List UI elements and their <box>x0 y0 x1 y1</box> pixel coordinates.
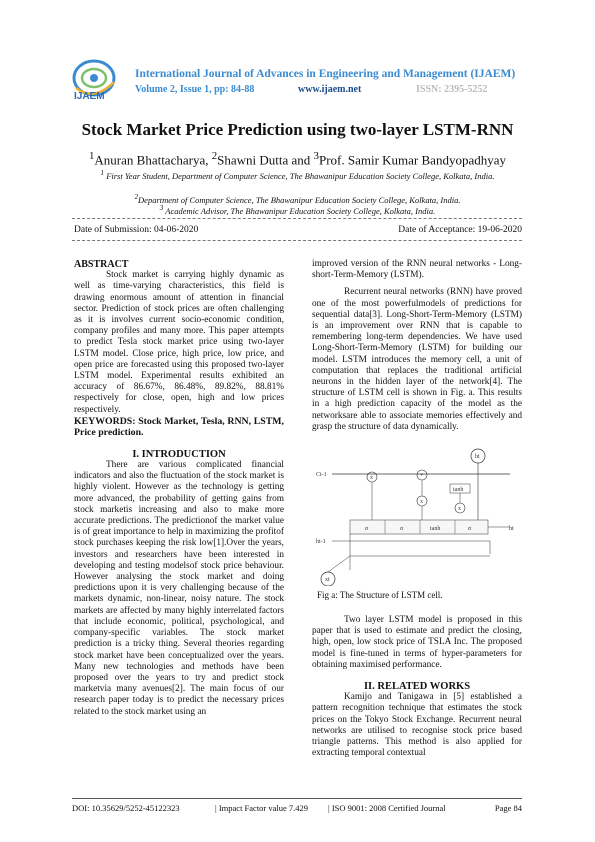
affiliation-3-text: Academic Advisor, The Bhawanipur Education Society College, Kolkata, India. <box>165 205 436 216</box>
divider-bottom <box>72 240 522 241</box>
affiliation-1: $^1$ First Year Student, Department of Computer Science, The Bhawanipur Education Society College, Kolkata, India. <box>100 169 495 181</box>
figure-label-x1: x <box>370 475 373 481</box>
affiliation-2: $^2$Department of Computer Science, The Bhawanipur Education Society College, Kolkata, India. <box>134 193 461 205</box>
affiliation-3: $^3$ Academic Advisor, The Bhawanipur Education Society College, Kolkata, India. <box>159 204 436 216</box>
figure-label-ht-right: ht <box>509 526 514 532</box>
right-column-top <box>312 259 522 433</box>
figure-label-ht-top: ht <box>475 454 480 460</box>
right-column-bottom <box>312 615 522 759</box>
intro-continued: improved version of the RNN neural networks - Long-short-Term-Memory (LSTM). <box>312 259 522 281</box>
introduction-heading: I. INTRODUCTION <box>132 448 226 460</box>
acceptance-date: Date of Acceptance: 19-06-2020 <box>398 225 522 235</box>
iso-cert: | ISO 9001: 2008 Certified Journal <box>328 803 446 813</box>
figure-caption: Fig a: The Structure of LSTM cell. <box>317 590 443 600</box>
footer <box>72 803 522 813</box>
figure-label-sigma1: σ <box>365 526 369 532</box>
proposal-paragraph: Two layer LSTM model is proposed in this paper that is used to estimate and predict the closing, high, open, low stock price of TSLA Inc. The proposed model is fine-tuned in terms of hyper-parameters for obtaining maximised performance. <box>312 615 522 670</box>
divider-top <box>72 218 522 219</box>
volume-info: Volume 2, Issue 1, pp: 84-88 <box>135 84 255 95</box>
affiliation-2-text: Department of Computer Science, The Bhawanipur Education Society College, Kolkata, India. <box>138 194 461 205</box>
paper-title: Stock Market Price Prediction using two-layer LSTM-RNN <box>81 120 514 139</box>
issn: ISSN: 2395-5252 <box>416 84 488 95</box>
submission-date: Date of Submission: 04-06-2020 <box>74 225 199 235</box>
keywords: KEYWORDS: Stock Market, Tesla, RNN, LSTM, Price prediction. <box>74 415 284 439</box>
figure-label-sigma3: σ <box>468 526 472 532</box>
footer-rule <box>72 798 522 799</box>
rnn-paragraph: Recurrent neural networks (RNN) have proved one of the most powerfulmodels of predictions for sequential data[3]. Long-Short-Term-Memory (LSTM) is an improvement over RNN that is capable to remembering long-term dependencies. We have used Long-Short-Term-Memory (LSTM) for building our model. LSTM introduces the memory cell, a unit of computation that replaces the traditional artificial neurons in the hidden layer of the network[4]. The structure of LSTM cell is shown in Fig. a. This results in a high prediction capacity of the model as the networksare able to associate memories effectively and grasp the structure of data dynamically. <box>312 287 522 432</box>
figure-label-xt: xt <box>325 577 330 583</box>
figure-label-sigma2: σ <box>400 526 404 532</box>
abstract-heading: ABSTRACT <box>74 259 129 270</box>
journal-website-link[interactable]: www.ijaem.net <box>298 84 362 95</box>
left-column <box>74 259 284 718</box>
journal-logo <box>68 58 126 104</box>
related-works-text: Kamijo and Tanigawa in [5] established a pattern recognition technique that estimates the stock prices on the Tokyo Stock Exchange. Recurrent neural networks are utilised to recognise stock price based triangle patterns. This method is also applied for extracting temporal contextual <box>312 692 522 759</box>
introduction-text: There are various complicated financial indicators and also the fluctuation of the stock market is highly violent. However as the technology is getting more advanced, the probability of getting gains from stock marketis increasing and also to make more accurate predictions. The predictionof the market value is of great importance to help in maximizing the profitof stock purchases keeping the risk low[1].Over the years, investors and researchers have been interested in developing and testing modelsof stock price behaviour. However analysing the stock market and doing predictions upon it is very challenging because of the markets dynamic, non-linear, noisy nature. The stock markets are affected by many highly interrelated factors that include economic, political, psychological, and company-specific variables. The stock market prediction is a tricky thing. Several theories regarding stock market have been conceptualized over the years. Many new technologies and methods have been proposed over the years to try and predict stock marketvia many avenues[2]. The main focus of our research paper today is to predict the necessary prices related to the stock market using an <box>74 460 284 717</box>
figure-label-ht-1: ht-1 <box>316 539 326 545</box>
dates-row <box>74 225 522 235</box>
related-works-heading: II. RELATED WORKS <box>363 681 471 693</box>
impact-factor: | Impact Factor value 7.429 <box>215 803 309 813</box>
page-number: Page 84 <box>494 803 522 813</box>
authors: $^1$Anuran Bhattacharya, $^2$Shawni Dutta and $^3$Prof. Samir Kumar Bandyopadhyay <box>88 150 506 168</box>
affiliation-1-text: First Year Student, Department of Computer Science, The Bhawanipur Education Society College, Kolkata, India. <box>106 170 495 181</box>
figure-label-x3: x <box>458 506 461 512</box>
doi: DOI: 10.35629/5252-45122323 <box>72 803 180 813</box>
volume-line <box>135 84 488 95</box>
journal-name: International Journal of Advances in Engineering and Management (IJAEM) <box>135 68 516 80</box>
figure-label-ct-1: Ct-1 <box>316 472 327 478</box>
figure-label-x2: x <box>420 499 423 505</box>
logo-text: IJAEM <box>74 91 105 102</box>
abstract-text: Stock market is carrying highly dynamic as well as time-varying characteristics, this field is drawing enormous amount of attention in financial sector. Prediction of stock prices are often challenging as it is involves current socio-economic condition, company profiles and many more. This paper attempts to predict Tesla stock market price using two-layer LSTM model. Close price, high price, low price, and open price are forecasted using this proposed two-layer LSTM model. Experimental results exhibited an accuracy of 86.67%, 86.48%, 89.82%, 88.81% respectively for close, open, high and low prices respectively. <box>74 270 284 415</box>
lstm-figure <box>310 444 524 586</box>
figure-label-tanh2: tanh <box>430 526 441 532</box>
figure-label-plus: + <box>420 473 424 479</box>
figure-label-tanh: tanh <box>453 487 464 493</box>
